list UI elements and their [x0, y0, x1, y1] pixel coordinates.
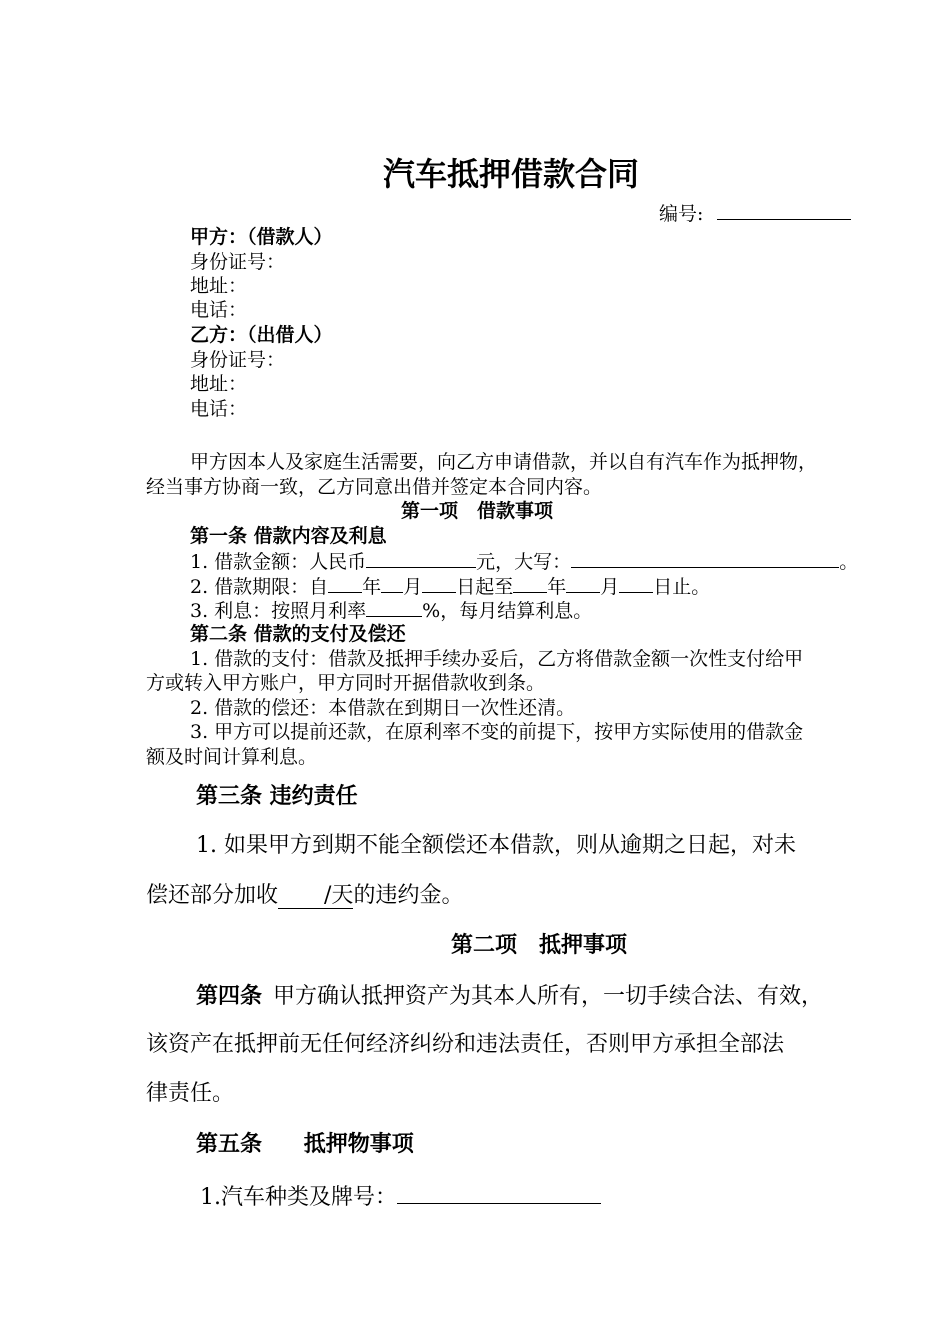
- party-b-address-label: 地址：: [190, 373, 248, 395]
- interest-rate-suffix: %，每月结算利息。: [422, 600, 593, 622]
- article-1-item-2: [190, 573, 710, 599]
- article-2-item-3-line-1: 3. 甲方可以提前还款，在原利率不变的前提下，按甲方实际使用的借款金: [190, 721, 804, 743]
- article-2-item-1-line-1: 1. 借款的支付：借款及抵押手续办妥后，乙方将借款金额一次性支付给甲: [190, 648, 804, 670]
- day-to-label: 日起至: [456, 576, 514, 598]
- year-label: 年: [547, 576, 567, 598]
- article-3-heading: 第三条 违约责任: [196, 783, 358, 809]
- article-1-heading: 第一条 借款内容及利息: [190, 525, 387, 547]
- loan-amount-label: 1. 借款金额：人民币: [190, 551, 367, 573]
- contract-number-label: 编号:: [659, 203, 704, 225]
- day-end-label: 日止。: [653, 576, 711, 598]
- penalty-suffix: 的违约金。: [353, 883, 464, 908]
- party-a-phone-label: 电话：: [190, 299, 248, 321]
- interest-rate-blank: [366, 597, 422, 617]
- section-2-heading: 第二项 抵押事项: [451, 932, 628, 958]
- contract-number-blank: [717, 200, 851, 220]
- article-4-line-3: 律责任。: [146, 1081, 235, 1106]
- contract-number-row: [659, 200, 851, 226]
- article-3-item-1-line-1: 1. 如果甲方到期不能全额偿还本借款，则从逾期之日起，对未: [196, 833, 796, 858]
- start-month-blank: [381, 573, 403, 593]
- article-5-heading: [196, 1130, 414, 1158]
- start-day-blank: [422, 573, 456, 593]
- article-2-heading: 第二条 借款的支付及偿还: [190, 623, 406, 645]
- penalty-label: 偿还部分加收: [146, 883, 279, 908]
- article-2-item-2: 2. 借款的偿还：本借款在到期日一次性还清。: [190, 697, 576, 719]
- party-b-id-label: 身份证号：: [190, 349, 286, 371]
- interest-rate-label: 3. 利息：按照月利率: [190, 600, 367, 622]
- intro-line-2: 经当事方协商一致，乙方同意出借并签定本合同内容。: [146, 476, 603, 498]
- loan-amount-uppercase-label: 元，大写：: [476, 551, 572, 573]
- end-day-blank: [619, 573, 653, 593]
- party-a-address-label: 地址：: [190, 275, 248, 297]
- loan-amount-blank: [366, 548, 476, 568]
- article-1-item-3: [190, 597, 592, 623]
- article-4-line-2: 该资产在抵押前无任何经济纠纷和违法责任，否则甲方承担全部法: [146, 1032, 785, 1057]
- section-1-heading: 第一项 借款事项: [401, 500, 554, 522]
- party-a-heading: 甲方：（借款人）: [190, 226, 333, 248]
- article-1-item-1: [190, 548, 858, 574]
- article-5-item-1: [200, 1181, 601, 1212]
- party-b-phone-label: 电话：: [190, 398, 248, 420]
- month-label: 月: [600, 576, 620, 598]
- sentence-end: 。: [839, 551, 859, 573]
- party-a-id-label: 身份证号：: [190, 251, 286, 273]
- loan-term-label: 2. 借款期限：自: [190, 576, 329, 598]
- month-label: 月: [403, 576, 423, 598]
- party-b-heading: 乙方：（出借人）: [190, 324, 333, 346]
- end-month-blank: [566, 573, 600, 593]
- loan-amount-uppercase-blank: [571, 548, 839, 568]
- penalty-rate-blank: /天: [278, 883, 353, 909]
- article-3-item-1-line-2: [146, 882, 463, 910]
- article-2-item-3-line-2: 额及时间计算利息。: [146, 746, 318, 768]
- document-title: 汽车抵押借款合同: [383, 155, 640, 193]
- start-year-blank: [328, 573, 362, 593]
- vehicle-type-blank: [397, 1181, 601, 1204]
- article-4-label: 第四条: [196, 983, 263, 1009]
- article-4-text: 甲方确认抵押资产为其本人所有，一切手续合法、有效，: [273, 984, 824, 1009]
- article-5-title: 抵押物事项: [303, 1131, 414, 1157]
- article-2-item-1-line-2: 方或转入甲方账户，甲方同时开据借款收到条。: [146, 672, 546, 694]
- intro-line-1: 甲方因本人及家庭生活需要，向乙方申请借款，并以自有汽车作为抵押物，: [190, 451, 818, 473]
- end-year-blank: [513, 573, 547, 593]
- vehicle-type-label: 1.汽车种类及牌号：: [200, 1185, 397, 1210]
- year-label: 年: [362, 576, 382, 598]
- article-5-label: 第五条: [196, 1131, 263, 1157]
- article-4-line-1: [196, 982, 823, 1011]
